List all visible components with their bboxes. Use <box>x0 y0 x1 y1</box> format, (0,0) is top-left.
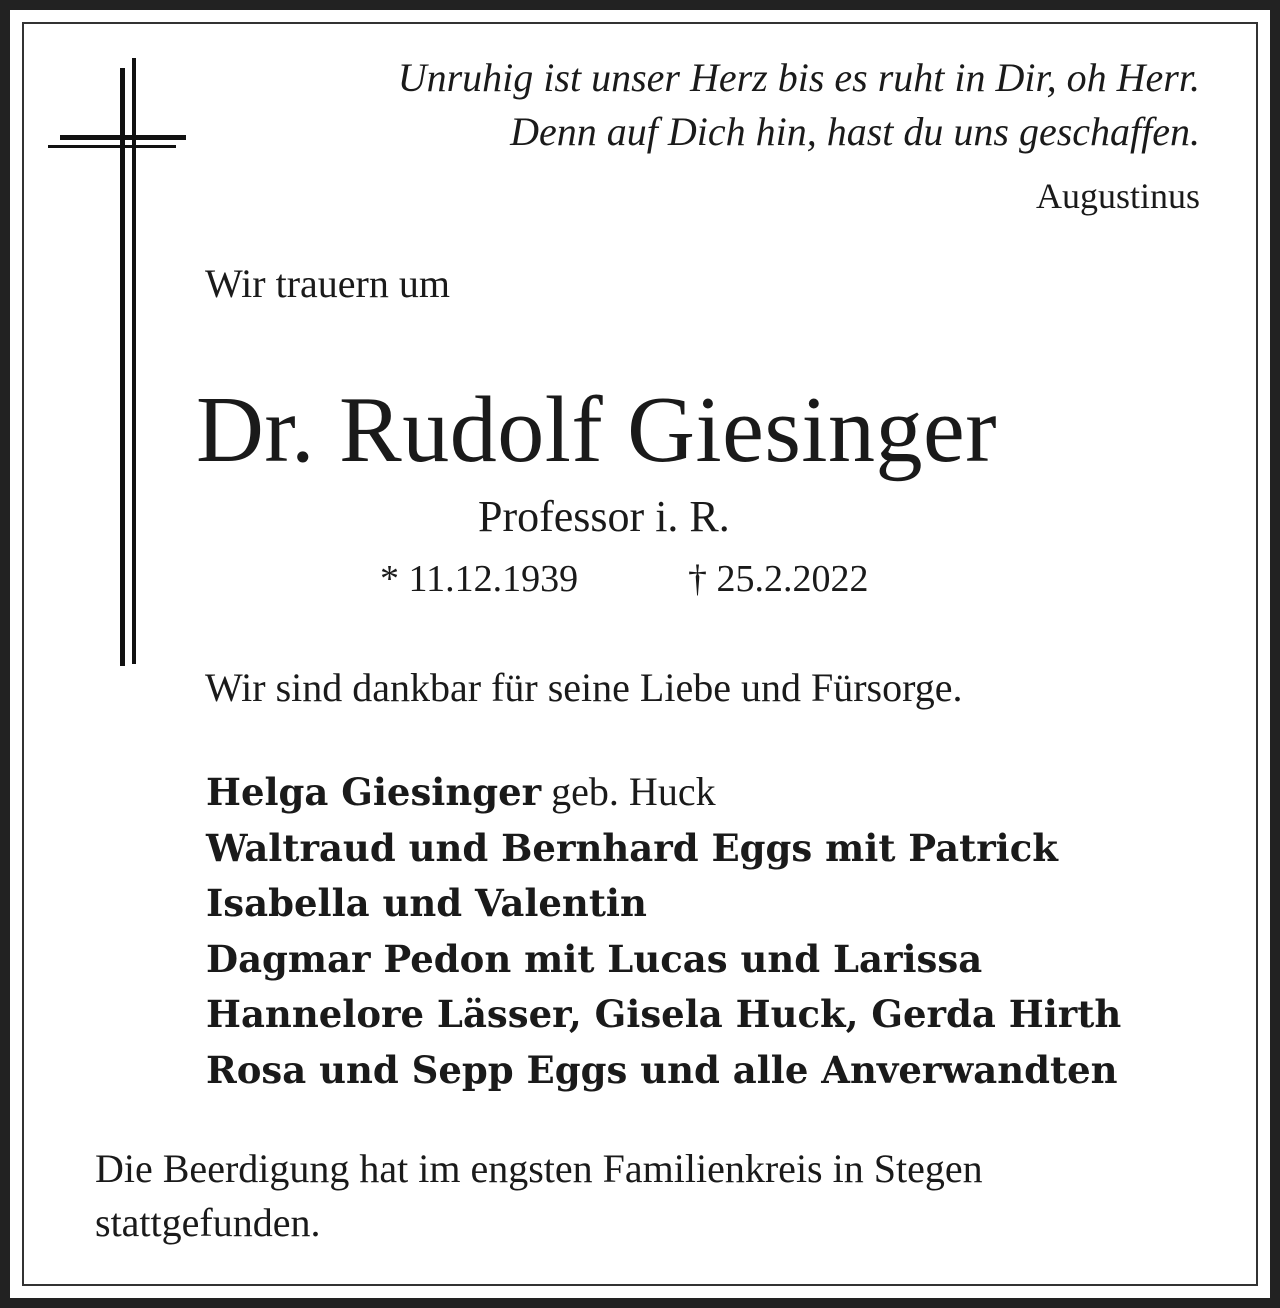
mourning-intro: Wir trauern um <box>205 261 450 306</box>
family-member-name: Helga Giesinger <box>206 770 542 814</box>
quote-line-2: Denn auf Dich hin, hast du uns geschaffen. <box>510 109 1200 154</box>
family-member <box>206 932 1121 988</box>
cross-horizontal-bar <box>60 135 186 140</box>
cross-horizontal-bar-thin <box>48 145 176 148</box>
family-member-name: Dagmar Pedon mit Lucas und Larissa <box>206 936 983 981</box>
deceased-name: Dr. Rudolf Giesinger <box>196 378 998 482</box>
family-member-name: Isabella und Valentin <box>206 881 647 925</box>
family-member <box>206 821 1121 877</box>
family-member <box>206 1043 1121 1099</box>
family-member <box>206 987 1121 1043</box>
funeral-notice: Die Beerdigung hat im engsten Familienkreis in Stegen stattgefunden. <box>95 1146 983 1245</box>
family-member-name: Hannelore Lässer, Gisela Huck, Gerda Hirth <box>206 992 1122 1036</box>
death-date: † 25.2.2022 <box>688 558 869 600</box>
deceased-title: Professor i. R. <box>478 492 730 541</box>
family-member-name: Rosa und Sepp Eggs und alle Anverwandten <box>206 1047 1118 1092</box>
family-member <box>206 765 1121 821</box>
quote-author: Augustinus <box>1035 176 1200 216</box>
birth-date: * 11.12.1939 <box>380 558 579 600</box>
cross-vertical-bar-thin <box>132 58 136 664</box>
family-member-suffix: geb. Huck <box>541 769 716 814</box>
family-member <box>206 876 1121 932</box>
quote-line-1: Unruhig ist unser Herz bis es ruht in Dir, oh Herr. <box>397 55 1200 100</box>
thanks-line: Wir sind dankbar für seine Liebe und Fürsorge. <box>205 665 963 710</box>
cross-vertical-bar <box>120 68 125 666</box>
family-list <box>206 765 1121 1098</box>
family-member-name: Waltraud und Bernhard Eggs mit Patrick <box>206 825 1058 870</box>
